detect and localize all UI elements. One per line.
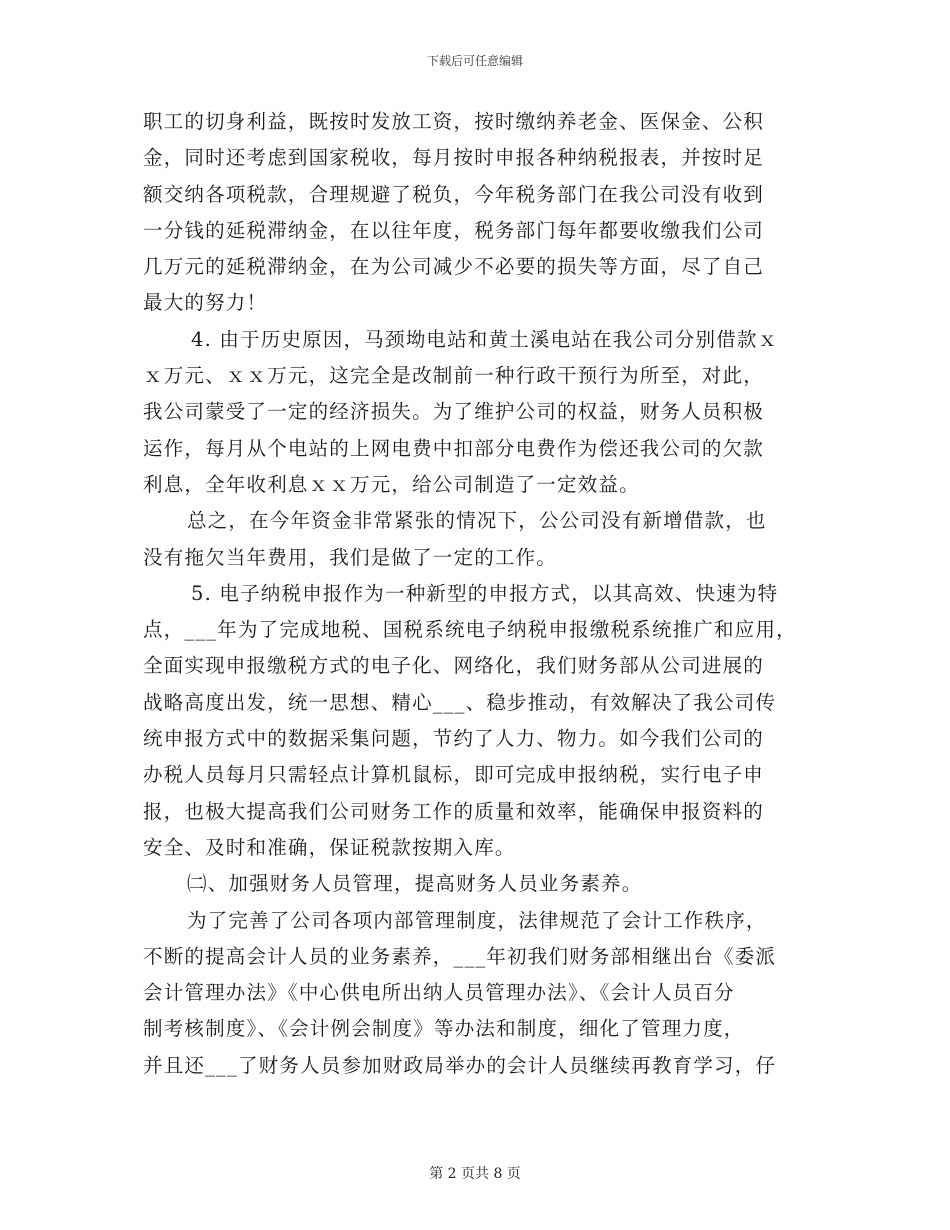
text-line: 我公司蒙受了一定的经济损失。为了维护公司的权益，财务人员积极 — [143, 400, 765, 424]
text-line: 运作，每月从个电站的上网电费中扣部分电费作为偿还我公司的欠款 — [143, 436, 765, 460]
text-line: 点，___年为了完成地税、国税系统电子纳税申报缴税系统推广和应用， — [143, 618, 797, 642]
page-header: 下载后可任意编辑 — [426, 54, 523, 68]
text-line: ㈡、加强财务人员管理，提高财务人员业务素养。 — [187, 872, 643, 896]
text-line: 一分钱的延税滞纳金，在以往年度，税务部门每年都要收缴我们公司 — [143, 218, 765, 242]
paragraph — [143, 576, 813, 866]
text-line: 全面实现申报缴税方式的电子化、网络化，我们财务部从公司进展的 — [143, 654, 765, 678]
text-line: 制考核制度》、《会计例会制度》等办法和制度，细化了管理力度， — [143, 1017, 745, 1041]
text-line: 没有拖欠当年费用，我们是做了一定的工作。 — [143, 545, 558, 569]
paragraph — [143, 903, 813, 1084]
text-line: 为了完善了公司各项内部管理制度，法律规范了会计工作秩序， — [187, 908, 767, 932]
text-line: 金，同时还考虑到国家税收，每月按时申报各种纳税报表，并按时足 — [143, 146, 765, 170]
text-line: 职工的切身利益，既按时发放工资，按时缴纳养老金、医保金、公积 — [143, 110, 765, 133]
text-line: 几万元的延税滞纳金，在为公司减少不必要的损失等方面，尽了自己 — [143, 255, 765, 279]
text-line: 最大的努力！ — [143, 291, 268, 315]
text-line: 会计管理办法》《中心供电所出纳人员管理办法》、《会计人员百分 — [143, 981, 735, 1005]
text-line: 总之，在今年资金非常紧张的情况下，公公司没有新增借款，也 — [187, 509, 767, 533]
text-line: 利息，全年收利息ｘｘ万元，给公司制造了一定效益。 — [143, 472, 640, 496]
text-line: 办税人员每月只需轻点计算机鼠标，即可完成申报纳税，实行电子申 — [143, 763, 765, 787]
text-line: ｘ万元、ｘｘ万元，这完全是改制前一种行政干预行为所至，对此， — [143, 364, 765, 388]
paragraph — [143, 503, 813, 576]
paragraph — [143, 104, 813, 322]
text-line: 4. 由于历史原因，马颈坳电站和黄土溪电站在我公司分别借款ｘ — [191, 327, 779, 351]
document-body — [143, 104, 813, 1084]
text-line: 不断的提高会计人员的业务素养，___年初我们财务部相继出台《委派 — [143, 944, 777, 968]
text-line: 统申报方式中的数据采集问题，节约了人力、物力。如今我们公司的 — [143, 727, 765, 751]
paragraph — [143, 322, 813, 503]
text-line: 并且还___了财务人员参加财政局举办的会计人员继续再教育学习，仔 — [143, 1053, 777, 1077]
text-line: 额交纳各项税款，合理规避了税负，今年税务部门在我公司没有收到 — [143, 182, 765, 206]
text-line: 5. 电子纳税申报作为一种新型的申报方式，以其高效、快速为特 — [191, 581, 779, 605]
text-line: 战略高度出发，统一思想、精心___、稳步推动，有效解决了我公司传 — [143, 690, 777, 714]
page-footer: 第 2 页共 8 页 — [429, 1166, 521, 1182]
text-line: 安全、及时和准确，保证税款按期入库。 — [143, 835, 516, 859]
text-line: 报，也极大提高我们公司财务工作的质量和效率，能确保申报资料的 — [143, 799, 765, 823]
paragraph — [143, 866, 813, 902]
